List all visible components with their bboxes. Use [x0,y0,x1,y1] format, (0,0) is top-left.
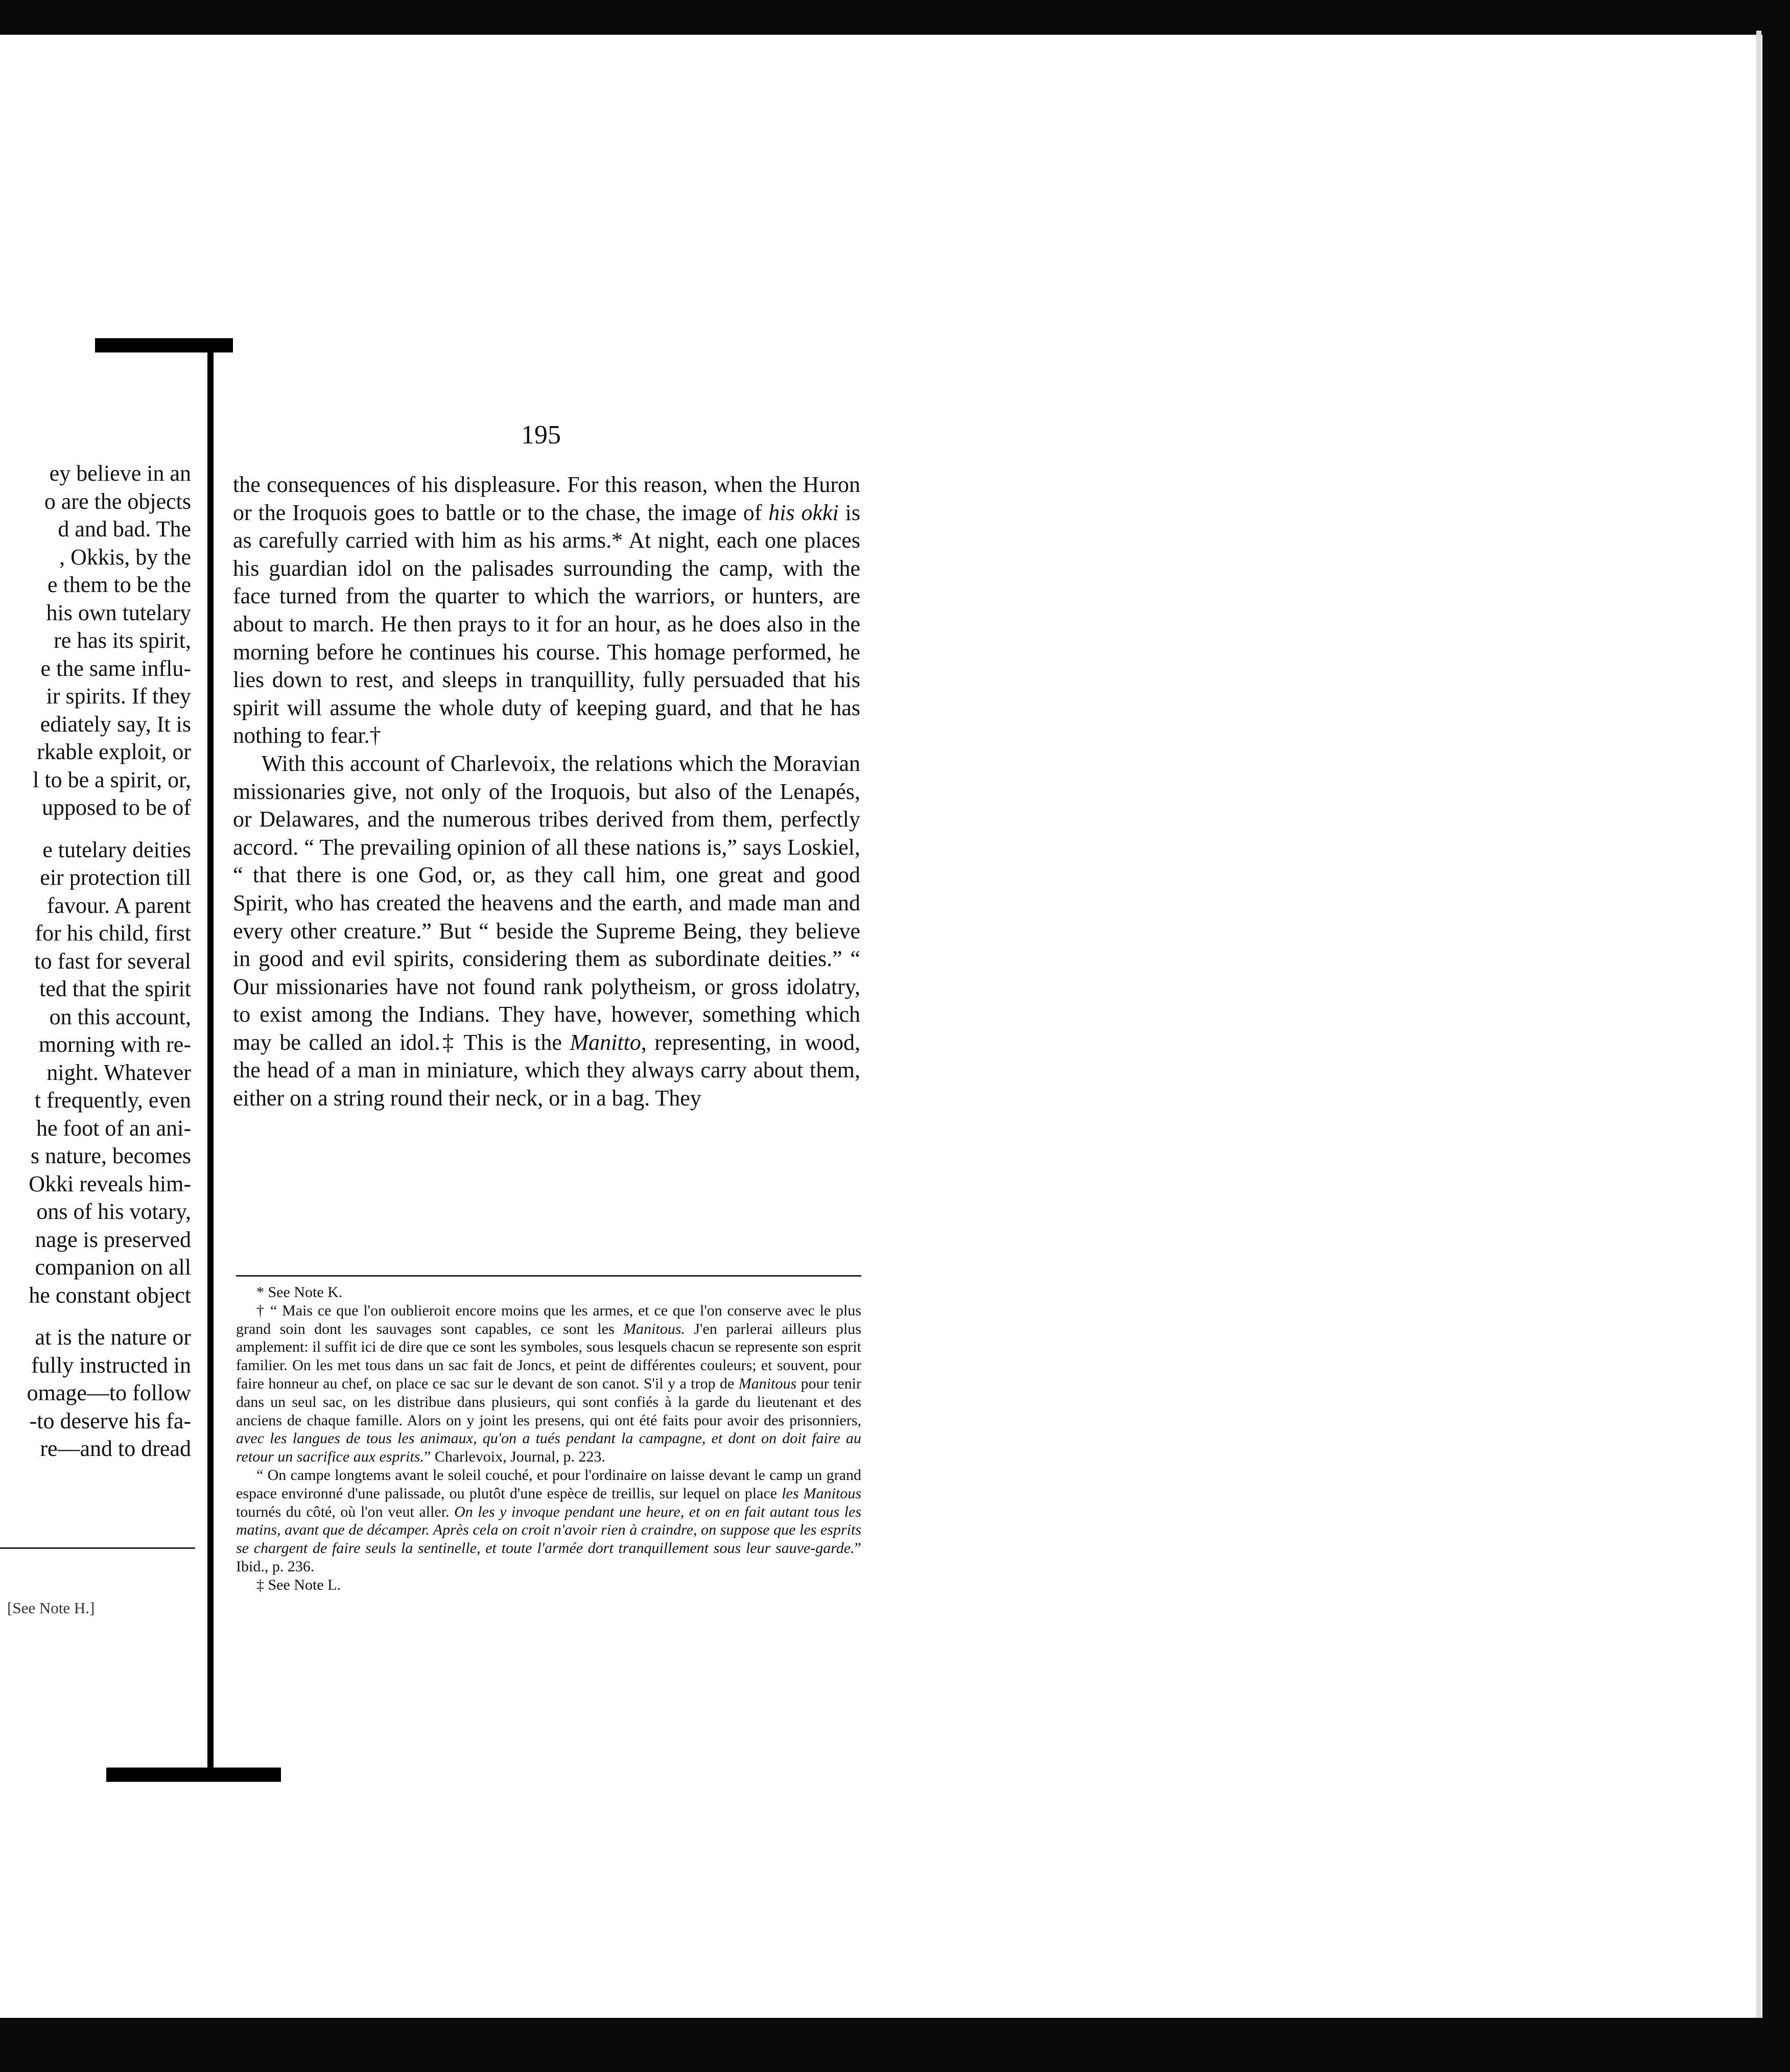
facing-page-line: his own tutelary [46,600,191,625]
facing-page-line: he foot of an ani- [36,1115,191,1141]
facing-page-line: d and bad. The [58,516,191,541]
footnote-ddagger: ‡ See Note L. [256,1576,341,1593]
facing-page-line: e tutelary deities [42,837,191,862]
footnote-rule [236,1275,861,1277]
facing-page-line: for his child, first [35,921,191,946]
main-body-text [233,471,860,1113]
facing-page-line: eir protection till [40,865,191,890]
binding-clip-top [95,338,233,352]
facing-page-line: e them to be the [47,572,191,597]
footnotes [236,1283,861,1594]
facing-page-line: fully instructed in [31,1352,191,1378]
facing-page-note: [See Note H.] [7,1599,95,1617]
paragraph-2: With this account of Charlevoix, the relations which the Moravian missionaries give, not only of the Iroquois, but also of the Lenapés, or Delawares, and the numerous tribes derived from them, perfectly accord. “ The prevailing opinion of all these nations is,” says Loskiel, “ that there is one God, or, as they call him, one great and good Spirit, who has created the heavens and the earth, and made man and every other creature.” But “ beside the Supreme Being, they believe in good and evil spirits, considering them as subordinate deities.” “ Our missionaries have not found rank polytheism, or gross idolatry, to exist among the Indians. They have, however, something which may be called an idol.‡ This is the Manitto, representing, in wood, the head of a man in miniature, which they always carry about them, either on a string round their neck, or in a bag. They [233,750,860,1111]
facing-page-line: e the same influ- [40,655,191,681]
facing-page-line: at is the nature or [35,1325,191,1350]
facing-page-line: favour. A parent [46,892,191,918]
facing-page-line: on this account, [49,1004,191,1029]
facing-page-line: upposed to be of [41,795,191,820]
facing-page-line: rkable exploit, or [37,739,191,764]
facing-page-line: Okki reveals him- [29,1171,191,1196]
facing-page-line: re—and to dread [40,1436,191,1461]
right-scan-border [1762,0,1790,2072]
top-scan-border [0,0,1790,35]
facing-page-line: nage is preserved [35,1227,191,1252]
facing-page-line: o are the objects [44,488,191,514]
facing-page-text-fragment [0,460,191,1635]
facing-page-line: -to deserve his fa- [29,1408,191,1433]
footnote-dagger-continued: “ On campe longtems avant le soleil couché, et pour l'ordinaire on laisse devant le camp un grand espace environné d'une palissade, ou plutôt d'une espèce de treillis, sur lequel on place les Manitous tournés du côté, où l'on veut aller. On les y invoque pendant une heure, et on en fait autant tous les matins, avant que de décamper. Après cela on croit n'avoir rien à craindre, on suppose que les esprits se chargent de faire seuls la sentinelle, et toute l'armée dort tranquillement sous leur sauve-garde.” Ibid., p. 236. [236,1466,862,1575]
footnote-dagger: † “ Mais ce que l'on oublieroit encore moins que les armes, et ce que l'on conserve avec le plus grand soin dont les sauvages sont capables, ce sont les Manitous. J'en parlerai ailleurs plus amplement: il suffit ici de dire que ce sont les symboles, sous lesquels chacun se represente son esprit familier. On les met tous dans un sac fait de Joncs, et peint de différentes couleurs; et souvent, pour faire honneur au chef, on place ce sac sur le devant de son canot. S'il y a trop de Manitous pour tenir dans un seul sac, on les distribue dans plusieurs, qui sont confiés à la garde du lieutenant et des anciens de chaque famille. Alors on y joint les presens, qui ont été faits pour avoir des prisonniers, avec les langues de tous les animaux, qu'on a tués pendant la campagne, et dont on doit faire au retour un sacrifice aux esprits.” Charlevoix, Journal, p. 223. [236,1302,862,1466]
binding-clip-bottom [106,1768,281,1782]
facing-page-line: t frequently, even [34,1088,191,1113]
page-number: 195 [521,420,561,450]
facing-page-line: he constant object [29,1282,191,1308]
facing-page-line: omage—to follow [27,1380,191,1405]
facing-page-line: , Okkis, by the [59,544,191,570]
binding-clip-stem [207,352,214,1768]
facing-page-line: l to be a spirit, or, [33,767,191,792]
facing-page-line: companion on all [35,1255,191,1280]
facing-page-line: ons of his votary, [36,1199,191,1224]
facing-page-footnote-rule [0,1547,195,1549]
footnote-star: * See Note K. [256,1284,343,1301]
paragraph-1: the consequences of his displeasure. For this reason, when the Huron or the Iroquois goes to battle or to the chase, the image of his okki is as carefully carried with him as his arms.* At night, each one places his guardian idol on the palisades surrounding the camp, with the face turned from the quarter to which the warriors, or hunters, are about to march. He then prays to it for an hour, as he does also in the morning before he continues his course. This homage performed, he lies down to rest, and sleeps in tranquillity, fully persuaded that his spirit will assume the whole duty of keeping guard, and that he has nothing to fear.† [233,472,860,748]
facing-page-line: re has its spirit, [54,628,191,653]
facing-page-line: s nature, becomes [31,1143,191,1168]
facing-page-gap [0,822,191,836]
facing-page-line: ediately say, It is [40,711,191,737]
facing-page-line: to fast for several [34,948,191,974]
facing-page-line: ted that the spirit [39,976,191,1001]
facing-page-gap [0,1309,191,1324]
facing-page-line: ey believe in an [49,461,191,486]
facing-page-line: ir spirits. If they [46,684,191,709]
facing-page-line: night. Whatever [46,1059,191,1085]
page-edge-shadow [1756,31,1761,2018]
bottom-scan-border [0,2018,1790,2072]
facing-page-line: morning with re- [38,1032,191,1057]
